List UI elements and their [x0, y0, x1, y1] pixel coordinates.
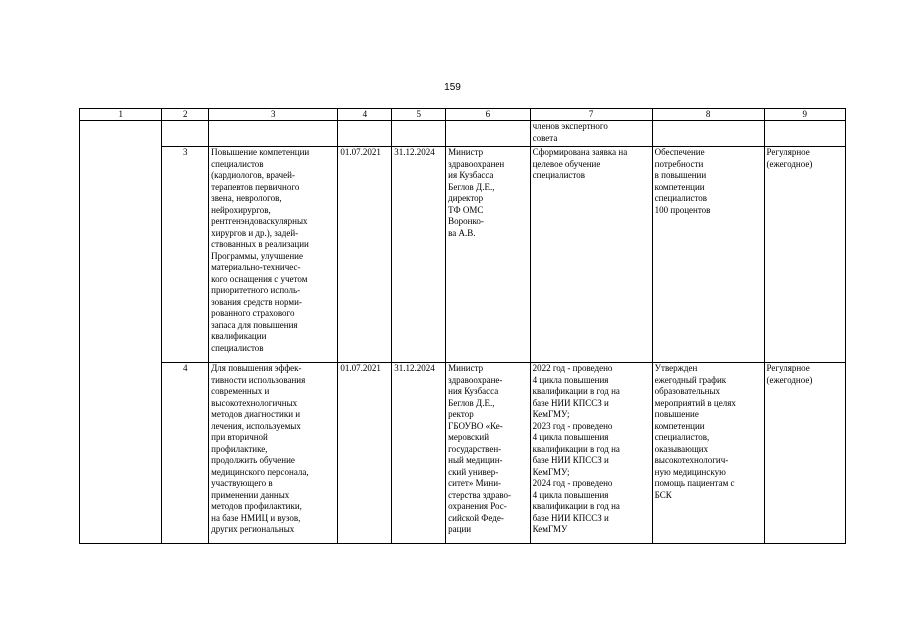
- text-line: хирургов и др.), задей-: [211, 227, 299, 238]
- responsible-cell: [446, 363, 530, 544]
- text-line: КемГМУ;: [532, 409, 570, 419]
- page-number: 159: [444, 82, 461, 93]
- text-line: квалификации в год на: [532, 443, 620, 454]
- text-line: запаса для повышения: [211, 319, 298, 330]
- responsible-cell: [446, 121, 530, 147]
- column-header: 6: [446, 109, 530, 121]
- text-line: специалистов,: [654, 432, 710, 442]
- text-line: медицинского персонала,: [211, 466, 309, 477]
- table-row: [80, 363, 846, 544]
- text-line: повышение: [654, 409, 699, 419]
- measure-cell: [209, 121, 338, 147]
- text-line: (ежегодное): [766, 158, 813, 169]
- text-line: звена, неврологов,: [211, 193, 282, 203]
- text-line: Регулярное: [766, 363, 810, 373]
- text-line: приоритетного исполь-: [211, 285, 301, 295]
- text-line: 100 процентов: [654, 204, 711, 215]
- text-line: материально-техничес-: [211, 262, 301, 272]
- text-line: образовательных: [654, 386, 721, 396]
- text-line: специалистов: [211, 342, 264, 353]
- text-line: терапевтов первичного: [211, 181, 300, 192]
- text-line: БСК: [654, 489, 672, 500]
- text-line: участвующего в: [211, 478, 273, 488]
- text-line: КемГМУ: [532, 524, 568, 534]
- text-line: здравоохране-: [448, 374, 503, 385]
- text-line: базе НИИ КПССЗ и: [532, 397, 609, 408]
- measures-table: [79, 108, 846, 544]
- result-cell: [530, 121, 652, 147]
- column-header: 3: [209, 109, 338, 121]
- text-line: продолжить обучение: [211, 455, 295, 465]
- text-line: Для повышения эффек-: [211, 363, 302, 373]
- responsible-cell: [446, 147, 530, 363]
- text-line: ия Кузбасса: [448, 170, 494, 180]
- text-line: Утвержден: [654, 363, 698, 373]
- text-line: высокотехнологичных: [211, 397, 298, 408]
- text-line: других региональных: [211, 524, 295, 534]
- text-line: Беглов Д.Е.,: [448, 181, 495, 192]
- text-line: 4 цикла повышения: [532, 432, 609, 442]
- text-line: профилактике,: [211, 443, 268, 454]
- text-line: зования средств норми-: [211, 296, 302, 307]
- text-line: кого оснащения с учетом: [211, 273, 308, 284]
- end-date-cell: 31.12.2024: [392, 363, 446, 544]
- text-line: ва А.В.: [448, 227, 476, 238]
- end-date-cell: [392, 121, 446, 147]
- text-line: 4 цикла повышения: [532, 374, 609, 385]
- text-line: 2023 год - проведено: [532, 420, 613, 431]
- end-date-cell: 31.12.2024: [392, 147, 446, 363]
- text-line: здравоохранен: [448, 158, 505, 169]
- measure-cell: [209, 363, 338, 544]
- text-line: современных и: [211, 386, 270, 396]
- text-line: государствен-: [448, 443, 502, 454]
- text-line: рации: [448, 524, 472, 534]
- column-header: 2: [162, 109, 209, 121]
- text-line: Программы, улучшение: [211, 250, 303, 261]
- start-date-cell: [338, 121, 392, 147]
- text-line: (ежегодное): [766, 374, 813, 385]
- text-line: Воронко-: [448, 216, 484, 226]
- column-header: 4: [338, 109, 392, 121]
- column-number-row: [80, 109, 846, 121]
- text-line: потребности: [654, 158, 704, 169]
- text-line: специалистов: [654, 193, 708, 203]
- text-line: 4 цикла повышения: [532, 489, 609, 500]
- text-line: КемГМУ;: [532, 466, 570, 477]
- text-line: высокотехнологич-: [654, 455, 729, 465]
- text-line: на базе НМИЦ и вузов,: [211, 512, 301, 523]
- text-line: Повышение компетенции: [211, 147, 310, 157]
- text-line: рованного страхового: [211, 308, 295, 318]
- text-line: специалистов: [211, 158, 264, 169]
- text-line: методов диагностики и: [211, 409, 301, 419]
- text-line: ситет» Мини-: [448, 478, 502, 488]
- table-row: [80, 147, 846, 363]
- text-line: в повышении: [654, 170, 707, 180]
- start-date-cell: 01.07.2021: [338, 147, 392, 363]
- text-line: ную медицинскую: [654, 466, 726, 477]
- text-line: 2024 год - проведено: [532, 478, 613, 488]
- text-line: мероприятий в целях: [654, 397, 736, 408]
- indicator-cell: [652, 363, 764, 544]
- text-line: нейрохирургов,: [211, 204, 271, 215]
- column-header: 5: [392, 109, 446, 121]
- text-line: ский универ-: [448, 466, 499, 477]
- text-line: 2022 год - проведено: [532, 363, 613, 373]
- text-line: ния Кузбасса: [448, 386, 499, 396]
- column-header: 7: [530, 109, 652, 121]
- indicator-cell: [652, 121, 764, 147]
- text-line: Сформирована заявка на: [532, 147, 628, 157]
- text-line: (кардиологов, врачей-: [211, 170, 295, 180]
- text-line: членов экспертного: [532, 121, 608, 131]
- text-line: лечения, используемых: [211, 420, 301, 431]
- indicator-cell: [652, 147, 764, 363]
- text-line: компетенции: [654, 420, 705, 431]
- text-line: при вторичной: [211, 432, 268, 442]
- text-line: меровский: [448, 432, 490, 442]
- text-line: сийской Феде-: [448, 512, 504, 523]
- text-line: оказывающих: [654, 443, 709, 454]
- group-cell: [80, 121, 162, 544]
- text-line: Обеспечение: [654, 147, 705, 157]
- item-number-cell: [162, 121, 209, 147]
- table-row: [80, 121, 846, 147]
- text-line: базе НИИ КПССЗ и: [532, 512, 609, 523]
- text-line: ный медицин-: [448, 455, 503, 465]
- column-header: 1: [80, 109, 162, 121]
- text-line: ежегодный график: [654, 374, 727, 385]
- text-line: Министр: [448, 363, 484, 373]
- frequency-cell: [764, 121, 845, 147]
- text-line: Министр: [448, 147, 484, 157]
- text-line: базе НИИ КПССЗ и: [532, 455, 609, 465]
- text-line: совета: [532, 132, 558, 143]
- item-number-cell: 3: [162, 147, 209, 363]
- frequency-cell: [764, 363, 845, 544]
- column-header: 9: [764, 109, 845, 121]
- text-line: целевое обучение: [532, 158, 601, 169]
- item-number-cell: 4: [162, 363, 209, 544]
- text-line: рентгенэндоваскулярных: [211, 216, 308, 226]
- text-line: охранения Рос-: [448, 501, 507, 511]
- text-line: помощь пациентам с: [654, 478, 735, 488]
- frequency-cell: [764, 147, 845, 363]
- text-line: методов профилактики,: [211, 501, 302, 511]
- text-line: тивности использования: [211, 374, 306, 385]
- text-line: директор: [448, 193, 484, 203]
- text-line: квалификации: [211, 331, 267, 341]
- text-line: ствованных в реализации: [211, 239, 309, 249]
- measure-cell: [209, 147, 338, 363]
- text-line: применении данных: [211, 489, 290, 500]
- text-line: компетенции: [654, 181, 705, 192]
- result-cell: [530, 363, 652, 544]
- text-line: ректор: [448, 409, 474, 419]
- text-line: Регулярное: [766, 147, 810, 157]
- text-line: квалификации в год на: [532, 501, 620, 511]
- text-line: стерства здраво-: [448, 489, 512, 500]
- start-date-cell: 01.07.2021: [338, 363, 392, 544]
- text-line: квалификации в год на: [532, 386, 620, 396]
- column-header: 8: [652, 109, 764, 121]
- text-line: ГБОУВО «Ке-: [448, 420, 503, 431]
- text-line: специалистов: [532, 170, 585, 180]
- text-line: Беглов Д.Е.,: [448, 397, 495, 408]
- text-line: ТФ ОМС: [448, 204, 484, 215]
- result-cell: [530, 147, 652, 363]
